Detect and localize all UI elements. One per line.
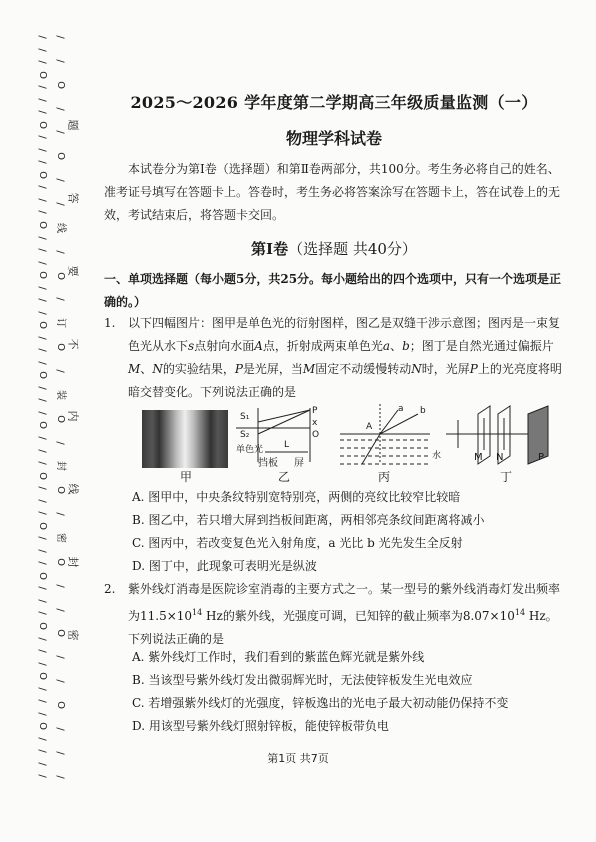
- binding-mark: 密: [55, 533, 66, 544]
- binding-mark: O: [37, 321, 48, 330]
- refraction-diagram: [340, 404, 430, 464]
- binding-mark: /: [37, 198, 48, 202]
- binding-mark: /: [37, 774, 48, 779]
- q1-option-a: A. 图甲中，中央条纹特别宽特别亮，两侧的亮纹比较窄比较暗: [132, 490, 461, 504]
- binding-mark: /: [37, 386, 48, 390]
- binding-mark: /: [37, 235, 48, 240]
- q2-option-a: A. 紫外线灯工作时，我们看到的紫蓝色辉光就是紫外线: [132, 650, 425, 664]
- mono-light-label: 单色光: [236, 445, 264, 455]
- screen-label: 屏: [294, 458, 304, 469]
- question-text: 紫外线灯消毒是医院诊室消毒的主要方式之一。某一型号的紫外线消毒灯发出频率为$11.5\times 10^{14}$ Hz的紫外线，光强度可调，已知锌的截止频率为$8.07\times 10^{14}$ Hz。下列说法正确的是: [128, 582, 561, 646]
- figure-label-bing: 丙: [378, 470, 391, 484]
- exam-instructions: 本试卷分为第Ⅰ卷（选择题）和第Ⅱ卷两部分，共100分。考生务必将自己的姓名、准考证号填写在答题卡上。答卷时，考生务必将答案涂写在答题卡上，答在试卷上的无效，考试结束后，将答题卡交回。: [104, 162, 561, 222]
- binding-mark: /: [55, 727, 66, 731]
- binding-notice-column: [64, 120, 80, 640]
- section-detail: （选择题 共40分）: [288, 240, 417, 258]
- binding-mark: /: [37, 248, 48, 252]
- binding-mark: O: [37, 622, 48, 630]
- binding-mark: /: [37, 486, 48, 490]
- screen-point-p: P: [312, 406, 318, 416]
- binding-mark: /: [55, 512, 66, 516]
- slit-label-s1: S₁: [240, 412, 250, 422]
- binding-mark: /: [37, 599, 48, 603]
- binding-mark: /: [55, 250, 66, 254]
- binding-mark: /: [55, 178, 66, 182]
- binding-mark: /: [55, 679, 66, 683]
- question-number: 2.: [104, 582, 116, 596]
- q2-option-b: B. 当该型号紫外线灯发出微弱辉光时，无法使锌板发生光电效应: [132, 673, 473, 687]
- exam-subtitle: 物理学科试卷: [285, 129, 382, 148]
- binding-mark: /: [37, 549, 48, 553]
- binding-mark: /: [37, 361, 48, 365]
- binding-mark: /: [55, 35, 66, 39]
- binding-mark: /: [37, 185, 48, 190]
- binding-mark: O: [55, 271, 66, 280]
- binding-mark: /: [37, 348, 48, 352]
- binding-mark: O: [37, 221, 48, 229]
- binding-mark: O: [37, 672, 48, 681]
- binding-mark: /: [37, 686, 48, 691]
- binding-mark: /: [37, 35, 48, 39]
- binding-mark: 题: [66, 119, 79, 131]
- diffraction-pattern: [142, 410, 228, 468]
- binding-mark: O: [37, 70, 48, 79]
- point-a-label: A: [366, 422, 373, 432]
- binding-mark: /: [37, 737, 48, 741]
- binding-mark: /: [37, 210, 48, 215]
- distance-label: L: [284, 440, 290, 450]
- slit-label-s2: S₂: [240, 430, 250, 440]
- binding-mark: O: [37, 571, 48, 580]
- binding-mark: /: [37, 160, 48, 164]
- binding-mark: /: [37, 110, 48, 114]
- binding-mark: /: [37, 699, 48, 703]
- binding-mark: 订: [55, 318, 66, 329]
- binding-mark: /: [37, 636, 48, 641]
- binding-mark: /: [37, 398, 48, 403]
- binding-mark: O: [55, 343, 66, 352]
- binding-mark: /: [55, 369, 66, 373]
- binding-mark: /: [37, 260, 48, 265]
- binding-mark: /: [37, 461, 48, 465]
- page-footer: 第1页 共7页: [267, 752, 329, 765]
- binding-mark: /: [37, 97, 48, 102]
- binding-mark: O: [55, 557, 66, 566]
- binding-mark: O: [37, 170, 48, 179]
- binding-mark: 封: [55, 461, 66, 472]
- exam-title: 2025～2026 学年度第二学期高三年级质量监测（一）: [130, 93, 538, 112]
- binding-mark: /: [55, 59, 66, 63]
- question-2: [104, 578, 564, 651]
- binding-mark: O: [37, 521, 48, 530]
- binding-mark: /: [55, 655, 66, 660]
- binding-mark: O: [55, 152, 66, 161]
- binding-mark: O: [37, 421, 48, 430]
- binding-mark: /: [55, 584, 66, 588]
- binding-mark: /: [37, 511, 48, 515]
- binding-mark: /: [37, 298, 48, 302]
- baffle-label: 挡板: [258, 458, 278, 469]
- binding-mark: /: [37, 762, 48, 766]
- binding-mark: O: [37, 471, 48, 480]
- binding-mark: /: [55, 774, 66, 779]
- screen-p-label: P: [538, 452, 545, 463]
- figure-label-ding: 丁: [500, 470, 513, 484]
- figure-label-yi: 乙: [278, 470, 291, 484]
- binding-mark: 线: [55, 222, 66, 233]
- binding-mark: O: [55, 486, 66, 495]
- binding-mark: O: [55, 414, 66, 423]
- binding-mark: /: [55, 297, 66, 302]
- binding-mark: 封: [66, 556, 79, 568]
- binding-mark: 密: [66, 629, 79, 641]
- binding-mark: 不: [66, 338, 79, 350]
- binding-mark: O: [37, 371, 48, 380]
- binding-mark: /: [55, 607, 66, 612]
- binding-mark: /: [37, 561, 48, 565]
- q1-option-d: D. 图丁中，此现象可表明光是纵波: [132, 559, 317, 573]
- polarizer-m-label: M: [474, 452, 483, 463]
- ray-a-label: a: [398, 404, 404, 414]
- binding-mark: O: [55, 629, 66, 638]
- binding-mark: /: [37, 712, 48, 716]
- binding-mark: /: [37, 536, 48, 540]
- q1-option-b: B. 图乙中，若只增大屏到挡板间距离，两相邻亮条纹间距离将减小: [132, 513, 485, 527]
- binding-mark: /: [37, 749, 48, 753]
- q2-option-d: D. 用该型号紫外线灯照射锌板，能使锌板带负电: [132, 719, 389, 733]
- binding-mark: /: [37, 60, 48, 64]
- binding-mark: O: [37, 271, 48, 280]
- water-label: 水: [432, 451, 442, 461]
- part-heading: [104, 268, 564, 314]
- binding-mark: /: [37, 436, 48, 440]
- q1-option-c: C. 图丙中，若改变复色光入射角度，a 光比 b 光先发生全反射: [132, 536, 463, 550]
- binding-mark: /: [37, 661, 48, 666]
- figure-label-jia: 甲: [180, 470, 193, 484]
- binding-mark: 装: [55, 389, 66, 400]
- screen-point-o: O: [312, 430, 320, 440]
- binding-mark: /: [37, 285, 48, 290]
- binding-mark: O: [55, 701, 66, 709]
- binding-mark: /: [37, 411, 48, 415]
- binding-mark: /: [37, 311, 48, 315]
- binding-mark: /: [37, 649, 48, 653]
- binding-mark: /: [37, 148, 48, 152]
- question-text: 以下四幅图片：图甲是单色光的衍射图样，图乙是双缝干涉示意图；图丙是一束复色光从水下s点射向水面A点，折射成两束单色光a、b；图丁是自然光通过偏振片M、N的实验结果，P是光屏，当M固定不动缓慢转动N时，光屏P上的光亮度将明暗交替变化。下列说法正确的是: [128, 316, 562, 399]
- binding-mark: /: [55, 751, 66, 755]
- binding-mark: /: [37, 135, 48, 139]
- binding-mark: /: [55, 130, 66, 135]
- binding-mark: /: [37, 611, 48, 616]
- binding-mark: O: [37, 722, 48, 731]
- ray-b-label: b: [420, 406, 426, 416]
- binding-mark: O: [55, 80, 66, 89]
- figures-svg: [140, 404, 560, 488]
- binding-mark: O: [37, 120, 48, 129]
- polarizer-n-label: N: [496, 452, 504, 463]
- screen-point-x: x: [312, 418, 318, 428]
- binding-mark: 要: [66, 265, 79, 277]
- binding-mark: /: [37, 336, 48, 340]
- q2-option-c: C. 若增强紫外线灯的光强度，锌板逸出的光电子最大初动能仍保持不变: [132, 696, 509, 710]
- binding-mark: /: [37, 85, 48, 89]
- binding-mark: /: [37, 586, 48, 591]
- binding-dash-column: [34, 32, 50, 782]
- binding-mark: 答: [66, 192, 79, 204]
- question-number: 1.: [104, 316, 116, 330]
- binding-mark: /: [37, 47, 48, 52]
- part-heading-text: 一、单项选择题（每小题5分，共25分。每小题给出的四个选项中，只有一个选项是正确的。）: [104, 272, 562, 309]
- binding-mark: /: [55, 202, 66, 206]
- question-1: [104, 312, 564, 404]
- section-heading: [104, 238, 564, 259]
- binding-margin: [0, 0, 92, 842]
- binding-mark: /: [55, 106, 66, 111]
- binding-mark: /: [37, 448, 48, 453]
- binding-mark: /: [55, 440, 66, 445]
- section-name: 第Ⅰ卷: [251, 240, 289, 258]
- binding-mark: 内: [66, 410, 79, 422]
- binding-mark: /: [37, 498, 48, 503]
- binding-mark: 线: [66, 483, 79, 495]
- question-1-figures: [140, 404, 560, 488]
